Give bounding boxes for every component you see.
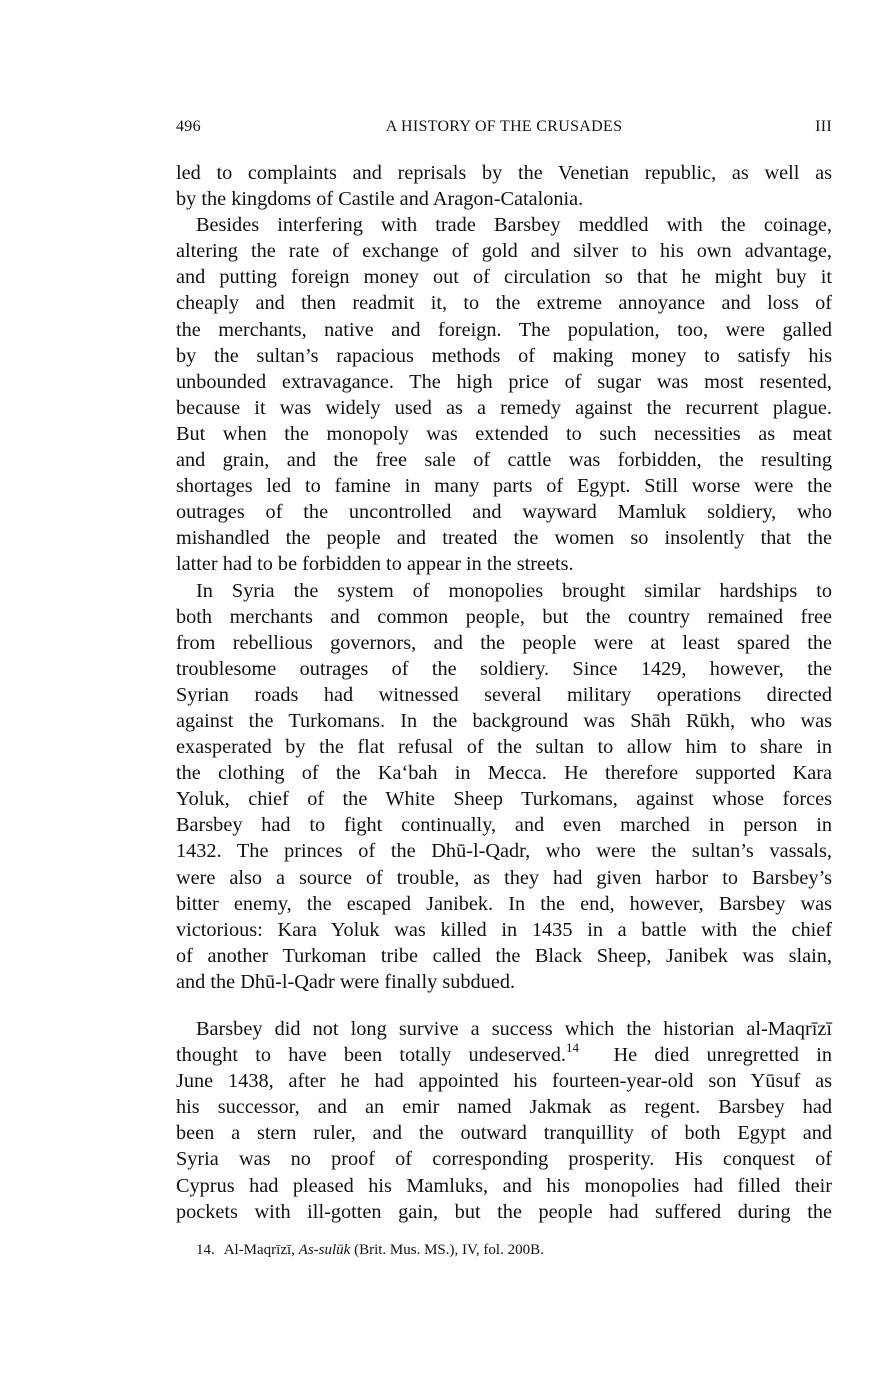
text-line: troublesome outrages of the soldiery. Since 1429, however, the — [176, 657, 832, 680]
text-line: cheaply and then readmit it, to the extreme annoyance and loss of — [176, 292, 832, 315]
line-head: thought to have been totally undeserved. — [176, 1044, 566, 1067]
text-line: altering the rate of exchange of gold and silver to his own advantage, — [176, 240, 832, 263]
section-break — [176, 995, 832, 1016]
text-line: by the sultan’s rapacious methods of making money to satisfy his — [176, 344, 832, 367]
volume-number: III — [815, 118, 832, 135]
text-line: shortages led to famine in many parts of Egypt. Still worse were the — [176, 475, 832, 498]
text-line: Syria was no proof of corresponding prosperity. His conquest of — [176, 1148, 832, 1171]
paragraph-3 — [176, 578, 832, 996]
text-line: outrages of the uncontrolled and wayward Mamluk soldiery, who — [176, 501, 832, 524]
text-line: from rebellious governors, and the people were at least spared the — [176, 631, 832, 654]
paragraph-2 — [176, 212, 832, 577]
footnote-title: As-sulūk — [298, 1242, 351, 1258]
paragraph-1 — [176, 160, 832, 212]
text-line: been a stern ruler, and the outward tranquillity of both Egypt and — [176, 1122, 832, 1145]
text-line: and the Dhū-l-Qadr were finally subdued. — [176, 970, 516, 993]
text-line: mishandled the people and treated the women so insolently that the — [176, 527, 832, 550]
text-line: Syrian roads had witnessed several military operations directed — [176, 683, 832, 706]
footnote-author: Al-Maqrīzī, — [223, 1242, 295, 1258]
running-header — [176, 118, 832, 138]
text-line: bitter enemy, the escaped Janibek. In the end, however, Barsbey was — [176, 892, 832, 915]
text-line: and grain, and the free sale of cattle was forbidden, the resulting — [176, 449, 832, 472]
text-line: Yoluk, chief of the White Sheep Turkomans, against whose forces — [176, 788, 832, 811]
text-line: led to complaints and reprisals by the Venetian republic, as well as — [176, 162, 832, 184]
text-line: of another Turkoman tribe called the Black Sheep, Janibek was slain, — [176, 944, 832, 967]
body-text — [176, 160, 832, 1225]
text-line: exasperated by the flat refusal of the sultan to allow him to share in — [176, 736, 832, 759]
text-line: In Syria the system of monopolies brought similar hardships to — [196, 579, 832, 602]
text-line: Besides interfering with trade Barsbey meddled with the coinage, — [196, 214, 832, 237]
text-line: the clothing of the Ka‘bah in Mecca. He therefore supported Kara — [176, 762, 832, 785]
text-line: Cyprus had pleased his Mamluks, and his monopolies had filled their — [176, 1174, 832, 1197]
text-line: the merchants, native and foreign. The population, too, were galled — [176, 318, 832, 341]
text-line: unbounded extravagance. The high price of sugar was most resented, — [176, 370, 832, 393]
running-title: A HISTORY OF THE CRUSADES — [385, 118, 623, 135]
text-line: against the Turkomans. In the background was Shāh Rūkh, who was — [176, 709, 832, 732]
text-line: Barsbey did not long survive a success which the historian al-Maqrīzī — [196, 1018, 832, 1040]
text-line: because it was widely used as a remedy against the recurrent plague. — [176, 396, 832, 419]
page-number: 496 — [176, 118, 201, 135]
footnote-reference[interactable]: 14 — [565, 1040, 579, 1056]
text-line: were also a source of trouble, as they had given harbor to Barsbey’s — [176, 866, 832, 889]
footnote — [176, 1241, 832, 1259]
text-line: both merchants and common people, but the country remained free — [176, 605, 832, 628]
text-line: June 1438, after he had appointed his fourteen-year-old son Yūsuf as — [176, 1070, 832, 1093]
text-line: But when the monopoly was extended to such necessities as meat — [176, 422, 832, 445]
text-line-with-note — [176, 1042, 832, 1068]
footnote-number: 14. — [196, 1242, 215, 1258]
footnote-citation: (Brit. Mus. MS.), IV, fol. 200B. — [354, 1242, 544, 1258]
paragraph-4 — [176, 1016, 832, 1225]
text-line: 1432. The princes of the Dhū-l-Qadr, who were the sultan’s vassals, — [176, 840, 832, 863]
line-tail: He died unregretted in — [613, 1044, 832, 1067]
text-line: pockets with ill-gotten gain, but the people had suffered during the — [176, 1200, 832, 1223]
text-line: by the kingdoms of Castile and Aragon-Catalonia. — [176, 188, 584, 211]
text-line: latter had to be forbidden to appear in the streets. — [176, 553, 574, 576]
text-line: his successor, and an emir named Jakmak as regent. Barsbey had — [176, 1096, 832, 1119]
text-line: and putting foreign money out of circulation so that he might buy it — [176, 266, 832, 289]
text-line: victorious: Kara Yoluk was killed in 1435 in a battle with the chief — [176, 918, 832, 941]
text-line: Barsbey had to fight continually, and even marched in person in — [176, 814, 832, 837]
